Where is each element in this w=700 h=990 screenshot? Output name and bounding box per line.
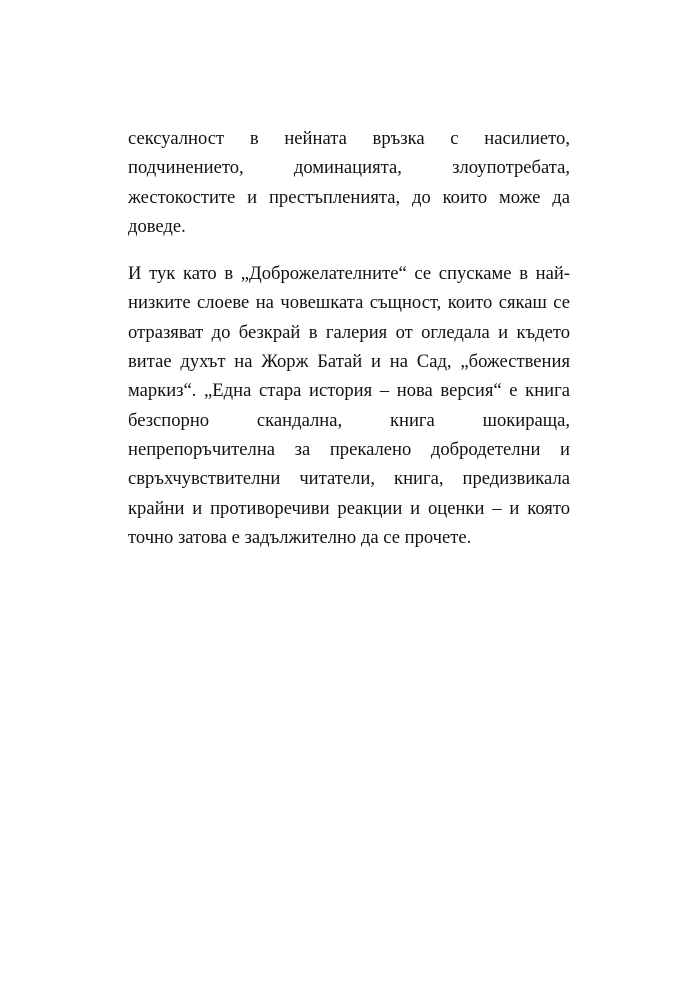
text-line: свръхчувствителни читатели, книга, предизвикала [128, 468, 570, 490]
text-line: сексуалност в нейната връзка с насилието, [128, 128, 570, 149]
text-line: отразяват до безкрай в галерия от огледала и където [128, 321, 570, 343]
text-line: маркиз“. „Една стара история – нова версия“ е книга [128, 380, 570, 402]
body-text [128, 124, 570, 552]
text-line: низките слоеве на човешката същност, които сякаш се [128, 292, 570, 314]
text-line: крайни и противоречиви реакции и оценки – и която [128, 497, 570, 519]
text-line: доведе. [128, 215, 186, 237]
text-line: подчинението, доминацията, злоупотребата, [128, 157, 570, 179]
text-line: И тук като в „Доброжелателните“ се спускаме в най- [128, 263, 570, 285]
paragraph [128, 124, 570, 241]
text-line: безспорно скандална, книга шокираща, [128, 409, 570, 431]
paragraph-spacing [128, 241, 570, 259]
paragraph [128, 259, 570, 552]
text-line: непрепоръчителна за прекалено добродетелни и [128, 438, 570, 460]
text-line: жестокостите и престъпленията, до които може да [128, 186, 570, 208]
text-line: точно затова е задължително да се прочете. [128, 526, 472, 548]
text-line: витае духът на Жорж Батай и на Сад, „божествения [128, 351, 570, 373]
